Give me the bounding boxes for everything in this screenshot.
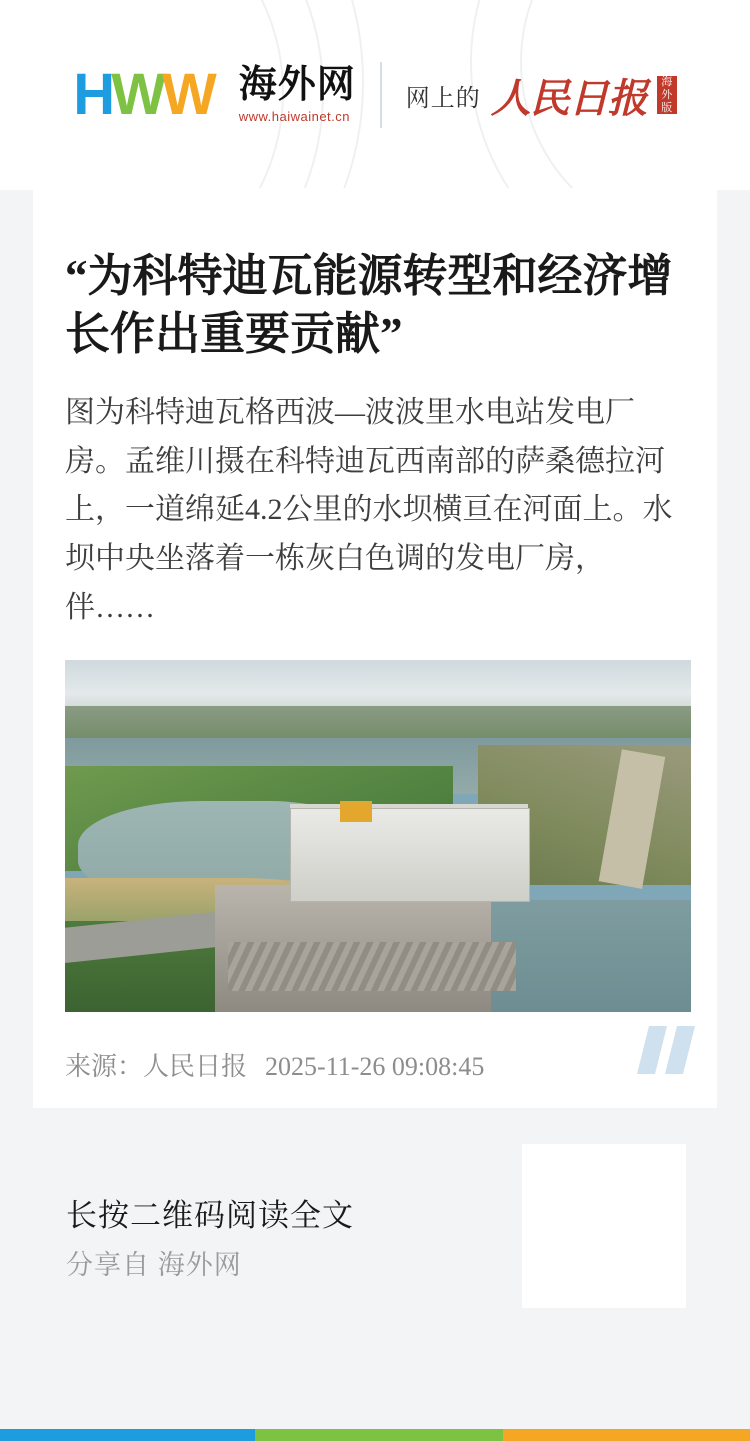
quote-mark-icon: [643, 1026, 689, 1074]
hww-letter-h: H: [73, 62, 112, 127]
article-summary: 图为科特迪瓦格西波—波波里水电站发电厂房。孟维川摄在科特迪瓦西南部的萨桑德拉河上，一道绵延4.2公里的水坝横亘在河面上。水坝中央坐落着一栋灰白色调的发电厂房，伴……: [65, 396, 673, 624]
brand-lockup: [73, 62, 676, 128]
article-image: [65, 660, 691, 1012]
partner-prefix: 网上的: [405, 84, 481, 112]
hww-logo-icon: [73, 62, 213, 127]
share-source-text: 分享自 海外网: [66, 1250, 242, 1281]
source-label: 来源：: [65, 1052, 144, 1082]
color-bar-green: [255, 1429, 503, 1441]
article-card[interactable]: [33, 188, 717, 1108]
qr-code[interactable]: [522, 1144, 686, 1308]
article-title: “为科特迪瓦能源转型和经济增长作出重要贡献”: [65, 251, 673, 359]
overseas-edition-badge: [657, 76, 677, 114]
hww-letter-w1: W: [111, 62, 162, 127]
source-name: 人民日报: [143, 1052, 248, 1082]
poster-footer: [0, 1108, 750, 1441]
partner-lockup: [406, 67, 677, 124]
header-divider: [380, 62, 382, 128]
article-meta: [65, 1046, 685, 1083]
brand-name: 海外网: [238, 64, 356, 107]
hww-letter-w2: W: [161, 62, 213, 127]
color-bar-orange: [503, 1429, 750, 1441]
partner-masthead: 人民日报: [490, 75, 647, 121]
badge-char-3: 版: [661, 101, 673, 114]
badge-char-1: 海: [661, 75, 673, 88]
brand-url: www.haiwainet.cn: [238, 108, 351, 124]
brand-chinese-block: [239, 66, 356, 124]
qr-code-image: [532, 1154, 676, 1298]
color-bar-blue: [0, 1429, 255, 1441]
scan-cta-text: 长按二维码阅读全文: [66, 1198, 354, 1233]
publish-timestamp: 2025-11-26 09:08:45: [265, 1052, 485, 1082]
brand-color-bar: [0, 1429, 750, 1441]
badge-char-2: 外: [661, 88, 673, 101]
site-header: [0, 0, 750, 190]
